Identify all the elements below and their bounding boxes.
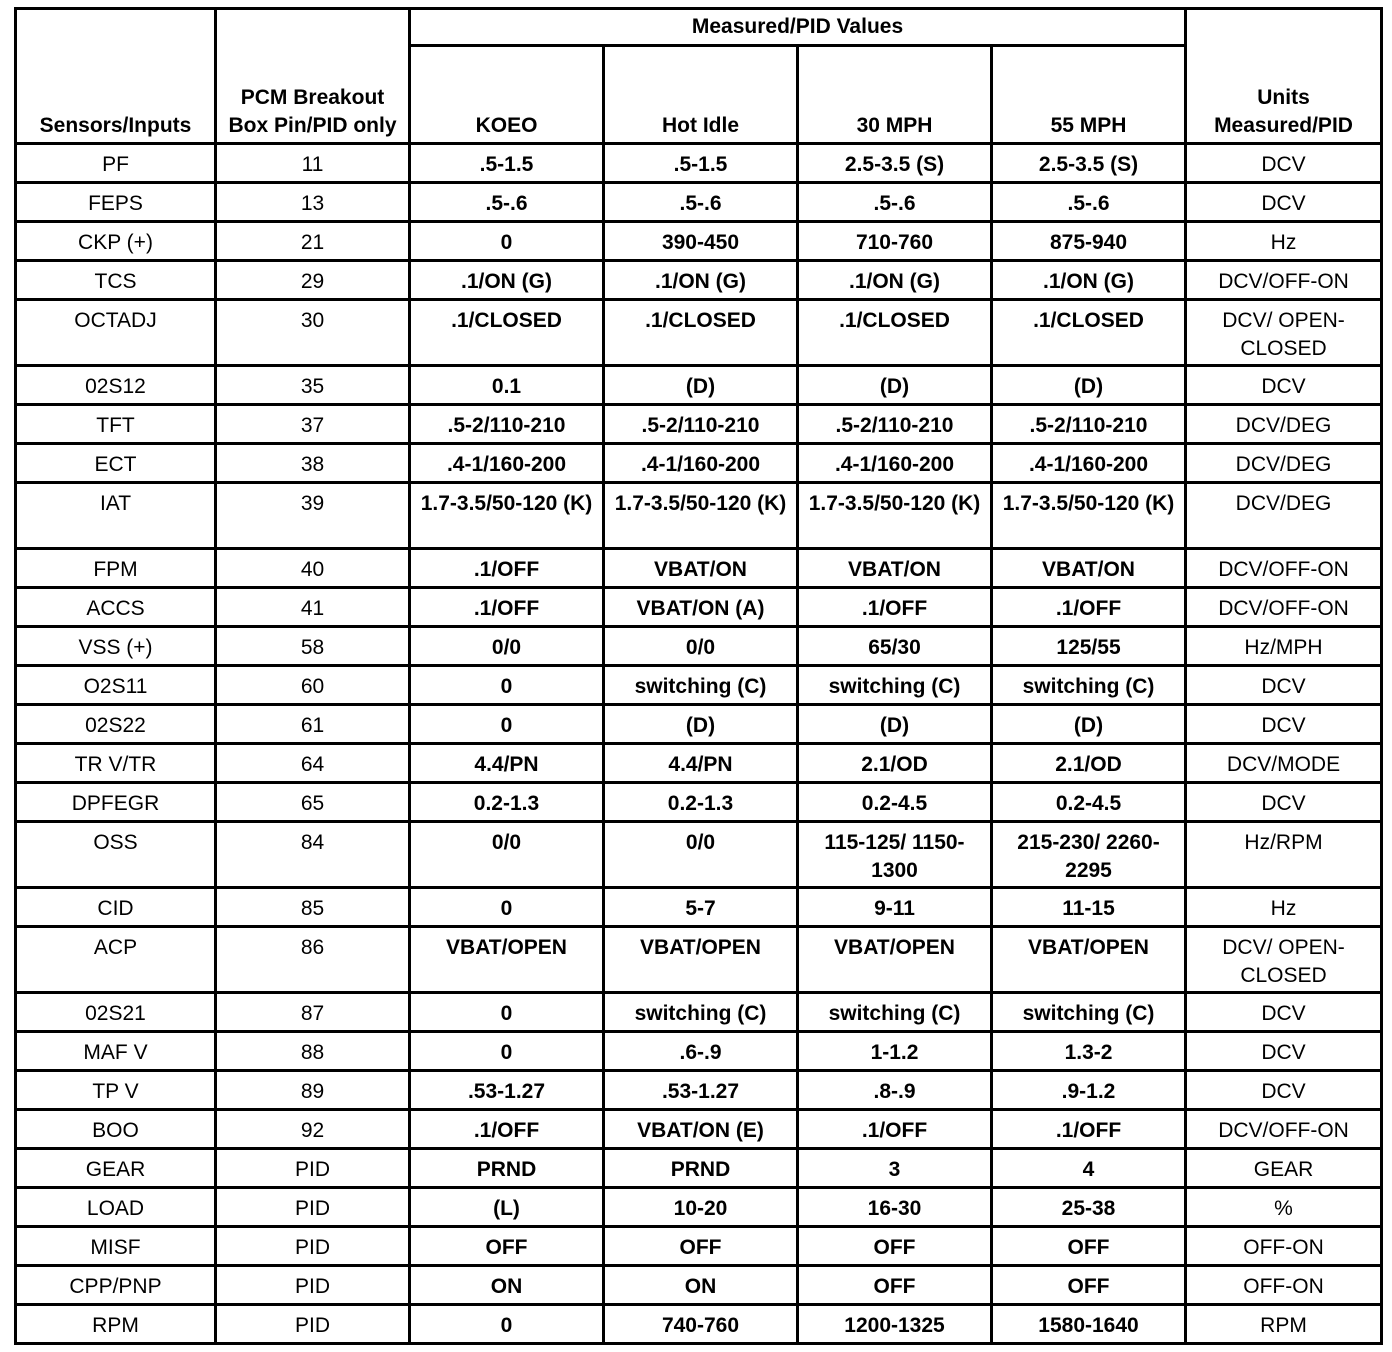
mph55-cell: .1/CLOSED [992, 300, 1186, 366]
table-row [16, 144, 1382, 183]
units-cell: DCV/DEG [1186, 483, 1382, 549]
mph55-cell: 125/55 [992, 627, 1186, 666]
sensor-cell: CKP (+) [16, 222, 216, 261]
mph55-cell: OFF [992, 1266, 1186, 1305]
header-units: Units Measured/PID [1186, 9, 1382, 144]
mph30-cell: .8-.9 [798, 1071, 992, 1110]
pin-cell: 38 [216, 444, 410, 483]
mph30-cell: 16-30 [798, 1188, 992, 1227]
units-cell: Hz [1186, 222, 1382, 261]
hot-idle-cell: 390-450 [604, 222, 798, 261]
koeo-cell: 0 [410, 1032, 604, 1071]
hot-idle-cell: .5-.6 [604, 183, 798, 222]
koeo-cell: PRND [410, 1149, 604, 1188]
hot-idle-cell: VBAT/ON (E) [604, 1110, 798, 1149]
pin-cell: PID [216, 1266, 410, 1305]
koeo-cell: .5-.6 [410, 183, 604, 222]
sensor-cell: ACCS [16, 588, 216, 627]
koeo-cell: ON [410, 1266, 604, 1305]
koeo-cell: .1/CLOSED [410, 300, 604, 366]
mph30-cell: 2.5-3.5 (S) [798, 144, 992, 183]
hot-idle-cell: .5-1.5 [604, 144, 798, 183]
mph55-cell: switching (C) [992, 993, 1186, 1032]
mph55-cell: VBAT/ON [992, 549, 1186, 588]
sensor-cell: 02S12 [16, 366, 216, 405]
koeo-cell: 0/0 [410, 822, 604, 888]
mph30-cell: .1/CLOSED [798, 300, 992, 366]
koeo-cell: .5-2/110-210 [410, 405, 604, 444]
table-row [16, 549, 1382, 588]
koeo-cell: .1/OFF [410, 549, 604, 588]
koeo-cell: .53-1.27 [410, 1071, 604, 1110]
sensor-cell: PF [16, 144, 216, 183]
koeo-cell: .1/ON (G) [410, 261, 604, 300]
sensor-cell: IAT [16, 483, 216, 549]
sensor-cell: 02S22 [16, 705, 216, 744]
header-koeo: KOEO [410, 46, 604, 144]
mph55-cell: .1/ON (G) [992, 261, 1186, 300]
mph55-cell: (D) [992, 366, 1186, 405]
hot-idle-cell: .53-1.27 [604, 1071, 798, 1110]
table-header [16, 9, 1382, 144]
hot-idle-cell: .1/ON (G) [604, 261, 798, 300]
sensor-cell: DPFEGR [16, 783, 216, 822]
sensor-cell: OCTADJ [16, 300, 216, 366]
sensor-cell: CID [16, 888, 216, 927]
header-measured-group: Measured/PID Values [410, 9, 1186, 46]
units-cell: DCV [1186, 705, 1382, 744]
pin-cell: 58 [216, 627, 410, 666]
sensor-cell: VSS (+) [16, 627, 216, 666]
pin-cell: 35 [216, 366, 410, 405]
table-row [16, 1305, 1382, 1344]
units-cell: DCV [1186, 783, 1382, 822]
mph55-cell: 2.5-3.5 (S) [992, 144, 1186, 183]
hot-idle-cell: .6-.9 [604, 1032, 798, 1071]
units-cell: DCV [1186, 1032, 1382, 1071]
hot-idle-cell: 1.7-3.5/50-120 (K) [604, 483, 798, 549]
mph55-cell: .5-.6 [992, 183, 1186, 222]
hot-idle-cell: VBAT/ON (A) [604, 588, 798, 627]
sensor-cell: TFT [16, 405, 216, 444]
mph55-cell: OFF [992, 1227, 1186, 1266]
koeo-cell: (L) [410, 1188, 604, 1227]
units-cell: DCV/DEG [1186, 405, 1382, 444]
koeo-cell: 0 [410, 222, 604, 261]
sensor-cell: TCS [16, 261, 216, 300]
pin-cell: 13 [216, 183, 410, 222]
koeo-cell: 1.7-3.5/50-120 (K) [410, 483, 604, 549]
units-cell: DCV/OFF-ON [1186, 261, 1382, 300]
units-cell: OFF-ON [1186, 1227, 1382, 1266]
sensor-cell: BOO [16, 1110, 216, 1149]
sensor-cell: TR V/TR [16, 744, 216, 783]
table-row [16, 993, 1382, 1032]
header-pin: PCM Breakout Box Pin/PID only [216, 9, 410, 144]
units-cell: DCV/DEG [1186, 444, 1382, 483]
mph30-cell: .1/OFF [798, 588, 992, 627]
units-cell: Hz/RPM [1186, 822, 1382, 888]
pin-cell: 86 [216, 927, 410, 993]
mph30-cell: .4-1/160-200 [798, 444, 992, 483]
sensor-cell: FEPS [16, 183, 216, 222]
mph30-cell: switching (C) [798, 666, 992, 705]
table-row [16, 1266, 1382, 1305]
koeo-cell: OFF [410, 1227, 604, 1266]
mph30-cell: .5-2/110-210 [798, 405, 992, 444]
pin-cell: PID [216, 1188, 410, 1227]
table-row [16, 261, 1382, 300]
table-row [16, 1032, 1382, 1071]
mph30-cell: 2.1/OD [798, 744, 992, 783]
koeo-cell: 0 [410, 1305, 604, 1344]
mph30-cell: 0.2-4.5 [798, 783, 992, 822]
header-sensors: Sensors/Inputs [16, 9, 216, 144]
koeo-cell: 0 [410, 888, 604, 927]
mph55-cell: 1.3-2 [992, 1032, 1186, 1071]
mph30-cell: (D) [798, 705, 992, 744]
mph30-cell: 710-760 [798, 222, 992, 261]
units-cell: DCV/MODE [1186, 744, 1382, 783]
units-cell: % [1186, 1188, 1382, 1227]
table-row [16, 483, 1382, 549]
hot-idle-cell: 10-20 [604, 1188, 798, 1227]
mph30-cell: VBAT/ON [798, 549, 992, 588]
pin-cell: 89 [216, 1071, 410, 1110]
table-row [16, 222, 1382, 261]
koeo-cell: .1/OFF [410, 1110, 604, 1149]
table-row [16, 822, 1382, 888]
pin-cell: PID [216, 1227, 410, 1266]
mph30-cell: 1.7-3.5/50-120 (K) [798, 483, 992, 549]
hot-idle-cell: (D) [604, 705, 798, 744]
mph55-cell: 1.7-3.5/50-120 (K) [992, 483, 1186, 549]
mph30-cell: 3 [798, 1149, 992, 1188]
mph55-cell: 25-38 [992, 1188, 1186, 1227]
pin-cell: 92 [216, 1110, 410, 1149]
table-row [16, 927, 1382, 993]
mph30-cell: 65/30 [798, 627, 992, 666]
pin-cell: 39 [216, 483, 410, 549]
pid-values-table [14, 7, 1383, 1345]
pin-cell: 40 [216, 549, 410, 588]
mph30-cell: switching (C) [798, 993, 992, 1032]
hot-idle-cell: 0/0 [604, 627, 798, 666]
koeo-cell: .4-1/160-200 [410, 444, 604, 483]
koeo-cell: 4.4/PN [410, 744, 604, 783]
mph55-cell: switching (C) [992, 666, 1186, 705]
hot-idle-cell: PRND [604, 1149, 798, 1188]
mph55-cell: VBAT/OPEN [992, 927, 1186, 993]
pin-cell: PID [216, 1305, 410, 1344]
pin-cell: 87 [216, 993, 410, 1032]
header-30mph: 30 MPH [798, 46, 992, 144]
mph30-cell: .1/OFF [798, 1110, 992, 1149]
table-row [16, 1110, 1382, 1149]
table-body [16, 144, 1382, 1344]
mph55-cell: 875-940 [992, 222, 1186, 261]
koeo-cell: 0 [410, 705, 604, 744]
hot-idle-cell: switching (C) [604, 993, 798, 1032]
sensor-cell: MISF [16, 1227, 216, 1266]
mph30-cell: .5-.6 [798, 183, 992, 222]
mph55-cell: .1/OFF [992, 1110, 1186, 1149]
mph55-cell: 4 [992, 1149, 1186, 1188]
sensor-cell: RPM [16, 1305, 216, 1344]
sensor-cell: TP V [16, 1071, 216, 1110]
hot-idle-cell: 740-760 [604, 1305, 798, 1344]
sensor-cell: MAF V [16, 1032, 216, 1071]
hot-idle-cell: 0.2-1.3 [604, 783, 798, 822]
mph55-cell: .4-1/160-200 [992, 444, 1186, 483]
hot-idle-cell: .4-1/160-200 [604, 444, 798, 483]
koeo-cell: 0 [410, 666, 604, 705]
units-cell: DCV [1186, 183, 1382, 222]
mph55-cell: .9-1.2 [992, 1071, 1186, 1110]
mph55-cell: 215-230/ 2260-2295 [992, 822, 1186, 888]
units-cell: DCV [1186, 366, 1382, 405]
mph30-cell: OFF [798, 1266, 992, 1305]
table-row [16, 1227, 1382, 1266]
hot-idle-cell: VBAT/ON [604, 549, 798, 588]
table-row [16, 444, 1382, 483]
mph30-cell: OFF [798, 1227, 992, 1266]
table-row [16, 627, 1382, 666]
koeo-cell: 0 [410, 993, 604, 1032]
pin-cell: 88 [216, 1032, 410, 1071]
sensor-cell: FPM [16, 549, 216, 588]
sensor-cell: ACP [16, 927, 216, 993]
sensor-cell: GEAR [16, 1149, 216, 1188]
koeo-cell: 0.1 [410, 366, 604, 405]
mph30-cell: 115-125/ 1150-1300 [798, 822, 992, 888]
units-cell: Hz [1186, 888, 1382, 927]
pin-cell: 65 [216, 783, 410, 822]
sensor-cell: OSS [16, 822, 216, 888]
hot-idle-cell: 0/0 [604, 822, 798, 888]
hot-idle-cell: 4.4/PN [604, 744, 798, 783]
sensor-cell: ECT [16, 444, 216, 483]
pin-cell: 11 [216, 144, 410, 183]
pin-cell: 60 [216, 666, 410, 705]
pin-cell: 21 [216, 222, 410, 261]
mph30-cell: 1-1.2 [798, 1032, 992, 1071]
mph55-cell: .1/OFF [992, 588, 1186, 627]
mph55-cell: 0.2-4.5 [992, 783, 1186, 822]
mph30-cell: .1/ON (G) [798, 261, 992, 300]
sensor-cell: CPP/PNP [16, 1266, 216, 1305]
hot-idle-cell: .5-2/110-210 [604, 405, 798, 444]
table-row [16, 705, 1382, 744]
table-row [16, 183, 1382, 222]
units-cell: DCV/ OPEN-CLOSED [1186, 927, 1382, 993]
koeo-cell: .1/OFF [410, 588, 604, 627]
mph55-cell: 1580-1640 [992, 1305, 1186, 1344]
units-cell: OFF-ON [1186, 1266, 1382, 1305]
mph30-cell: 9-11 [798, 888, 992, 927]
koeo-cell: .5-1.5 [410, 144, 604, 183]
mph55-cell: (D) [992, 705, 1186, 744]
mph55-cell: .5-2/110-210 [992, 405, 1186, 444]
koeo-cell: 0.2-1.3 [410, 783, 604, 822]
pin-cell: 85 [216, 888, 410, 927]
koeo-cell: VBAT/OPEN [410, 927, 604, 993]
table-row [16, 1188, 1382, 1227]
table-row [16, 300, 1382, 366]
units-cell: DCV/ OPEN-CLOSED [1186, 300, 1382, 366]
units-cell: DCV/OFF-ON [1186, 588, 1382, 627]
table-row [16, 1149, 1382, 1188]
hot-idle-cell: ON [604, 1266, 798, 1305]
mph30-cell: 1200-1325 [798, 1305, 992, 1344]
pin-cell: 61 [216, 705, 410, 744]
units-cell: RPM [1186, 1305, 1382, 1344]
table-row [16, 366, 1382, 405]
pin-cell: 64 [216, 744, 410, 783]
koeo-cell: 0/0 [410, 627, 604, 666]
hot-idle-cell: (D) [604, 366, 798, 405]
mph55-cell: 11-15 [992, 888, 1186, 927]
pin-cell: 84 [216, 822, 410, 888]
pin-cell: 41 [216, 588, 410, 627]
hot-idle-cell: OFF [604, 1227, 798, 1266]
mph30-cell: (D) [798, 366, 992, 405]
table-row [16, 405, 1382, 444]
table-row [16, 588, 1382, 627]
pin-cell: 37 [216, 405, 410, 444]
sensor-cell: 02S21 [16, 993, 216, 1032]
table-row [16, 1071, 1382, 1110]
units-cell: DCV [1186, 666, 1382, 705]
units-cell: DCV/OFF-ON [1186, 1110, 1382, 1149]
hot-idle-cell: .1/CLOSED [604, 300, 798, 366]
units-cell: DCV/OFF-ON [1186, 549, 1382, 588]
pin-cell: 29 [216, 261, 410, 300]
units-cell: GEAR [1186, 1149, 1382, 1188]
pin-cell: PID [216, 1149, 410, 1188]
hot-idle-cell: switching (C) [604, 666, 798, 705]
units-cell: DCV [1186, 1071, 1382, 1110]
mph30-cell: VBAT/OPEN [798, 927, 992, 993]
table-row [16, 666, 1382, 705]
mph55-cell: 2.1/OD [992, 744, 1186, 783]
hot-idle-cell: 5-7 [604, 888, 798, 927]
header-hot-idle: Hot Idle [604, 46, 798, 144]
units-cell: DCV [1186, 144, 1382, 183]
table-row [16, 783, 1382, 822]
sensor-cell: LOAD [16, 1188, 216, 1227]
pin-cell: 30 [216, 300, 410, 366]
table-row [16, 744, 1382, 783]
hot-idle-cell: VBAT/OPEN [604, 927, 798, 993]
units-cell: DCV [1186, 993, 1382, 1032]
units-cell: Hz/MPH [1186, 627, 1382, 666]
header-55mph: 55 MPH [992, 46, 1186, 144]
sensor-cell: O2S11 [16, 666, 216, 705]
table-row [16, 888, 1382, 927]
